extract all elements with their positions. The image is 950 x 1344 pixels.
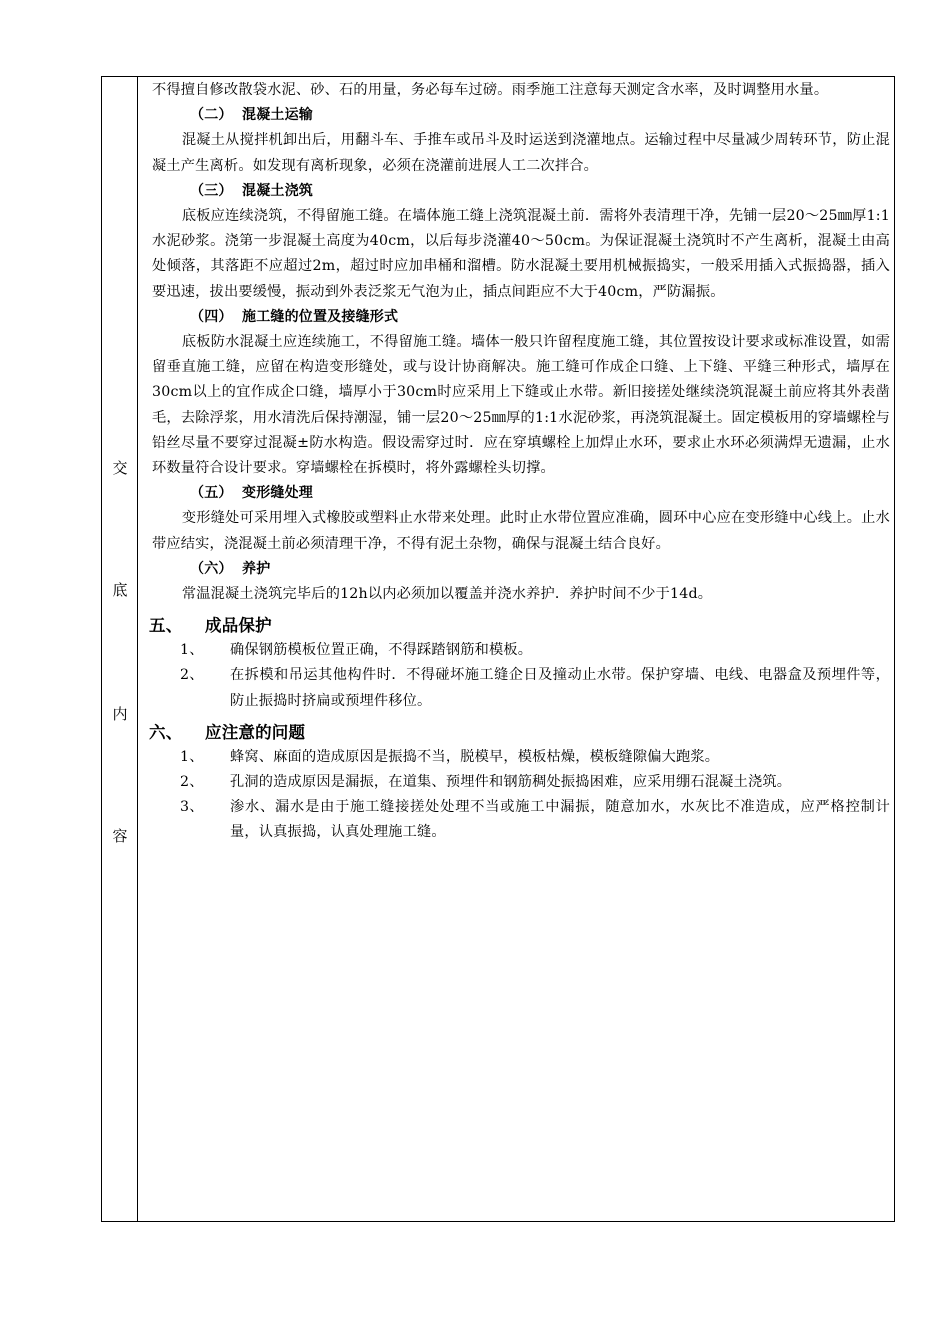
- subsection-body: 混凝土从搅拌机卸出后，用翻斗车、手推车或吊斗及时运送到浇灌地点。运输过程中尽量减少周转环节，防止混凝土产生离析。如发现有离析现象，必须在浇灌前进展人工二次拌合。: [152, 132, 890, 174]
- disclosure-content: [149, 78, 890, 846]
- side-label-char: 交: [112, 459, 128, 477]
- subsection-body: 底板应连续浇筑，不得留施工缝。在墙体施工缝上浇筑混凝土前．需将外表清理干净，先铺一层20～25㎜厚1:1水泥砂浆。浇第一步混凝土高度为40cm，以后每步浇灌40～50cm。为保证混凝土浇筑时不产生离析，混凝土由高处倾落，其落距不应超过2m，超过时应加串桶和溜槽。防水混凝土要用机械振捣实，一般采用插入式振捣器，插入要迅速，拔出要缓慢，振动到外表泛浆无气泡为止，插点间距应不大于40cm，严防漏振。: [152, 208, 890, 300]
- subsection-heading: [152, 103, 890, 128]
- list-item: [152, 663, 890, 713]
- list-item-number: 3、: [180, 799, 204, 816]
- list-item-text: 在拆模和吊运其他构件时．不得碰坏施工缝企日及撞动止水带。保护穿墙、电线、电器盒及预埋件等，防止振捣时挤扁或预埋件移位。: [230, 667, 890, 709]
- section-number: 六、: [149, 722, 183, 742]
- side-label-char: 容: [112, 827, 128, 845]
- subsection-title: 混凝土运输: [242, 107, 313, 124]
- subsection-number: （二）: [190, 107, 233, 124]
- list-item-number: 2、: [180, 667, 204, 684]
- list-item-text: 确保钢筋模板位置正确，不得踩踏钢筋和模板。: [230, 642, 533, 659]
- section-title: 应注意的问题: [205, 722, 306, 742]
- side-label-column: [102, 77, 138, 1221]
- section-heading: [149, 720, 890, 745]
- list-item: [152, 770, 890, 795]
- subsection-body: 常温混凝土浇筑完毕后的12h以内必须加以覆盖并浇水养护．养护时间不少于14d。: [181, 586, 713, 603]
- subsection-number: （四）: [190, 308, 233, 325]
- subsection-body: 底板防水混凝土应连续施工，不得留施工缝。墙体一般只许留程度施工缝，其位置按设计要求或标准设置，如需留垂直施工缝，应留在构造变形缝处，或与设计协商解决。施工缝可作成企口缝、上下缝、平缝三种形式，墙厚在30cm以上的宜作成企口缝，墙厚小于30cm时应采用上下缝或止水带。新旧接搓处继续浇筑混凝土前应将其外表凿毛，去除浮浆，用水清洗后保持潮湿，铺一层20～25㎜厚的1:1水泥砂浆，再浇筑混凝土。固定模板用的穿墙螺栓与铅丝尽量不要穿过混凝±防水构造。假设需穿过时．应在穿填螺栓上加焊止水环，要求止水环必须满焊无遗漏，止水环数量符合设计要求。穿墙螺栓在拆模时，将外露螺栓头切撑。: [152, 334, 890, 477]
- list-item: [152, 745, 890, 770]
- list-item: [152, 638, 890, 663]
- section-title: 成品保护: [205, 616, 272, 636]
- subsection-heading: [152, 305, 890, 330]
- section-heading: [149, 613, 890, 638]
- list-item: [152, 795, 890, 845]
- side-label-char: 底: [112, 581, 128, 599]
- subsection-number: （三）: [190, 182, 233, 199]
- section-number: 五、: [149, 616, 183, 636]
- subsection-heading: [152, 179, 890, 204]
- subsection-body: 变形缝处可采用埋入式橡胶或塑料止水带来处理。此时止水带位置应准确，圆环中心应在变形缝中心线上。止水带应结实，浇混凝土前必须清理干净，不得有泥土杂物，确保与混凝土结合良好。: [152, 510, 890, 552]
- subsection-heading: [152, 481, 890, 506]
- disclosure-table: [101, 76, 895, 1222]
- intro-paragraph: 不得擅自修改散袋水泥、砂、石的用量，务必每车过磅。雨季施工注意每天测定含水率，及时调整用水量。: [152, 82, 829, 98]
- list-item-text: 孔洞的造成原因是漏振，在道集、预埋件和钢筋稠处振捣困难，应采用绷石混凝土浇筑。: [230, 774, 792, 791]
- list-item-text: 渗水、漏水是由于施工缝接搓处处理不当或施工中漏振，随意加水，水灰比不准造成，应严格控制计量，认真振捣，认真处理施工缝。: [230, 799, 890, 841]
- side-label-char: 内: [112, 705, 128, 723]
- list-item-number: 1、: [180, 642, 204, 659]
- subsection-number: （五）: [190, 485, 233, 502]
- subsection-number: （六）: [190, 560, 233, 577]
- subsection-title: 混凝土浇筑: [242, 182, 313, 199]
- subsection-title: 变形缝处理: [242, 485, 313, 502]
- list-item-number: 1、: [180, 748, 204, 765]
- list-item-number: 2、: [180, 774, 204, 791]
- subsection-title: 养护: [242, 560, 271, 577]
- subsection-title: 施工缝的位置及接缝形式: [242, 308, 399, 325]
- subsection-heading: [152, 557, 890, 582]
- list-item-text: 蜂窝、麻面的造成原因是振捣不当，脱模早，模板枯燥，模板缝隙偏大跑浆。: [230, 748, 720, 765]
